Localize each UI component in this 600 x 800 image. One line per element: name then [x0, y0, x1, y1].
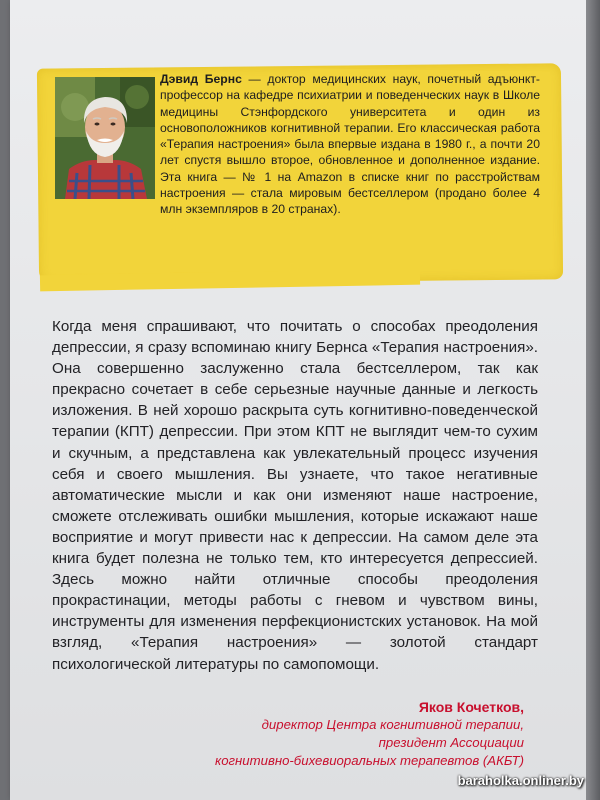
review-signature — [215, 698, 524, 770]
reviewer-role-line-1: директор Центра когнитивной терапии, — [261, 717, 524, 732]
reviewer-name: Яков Кочетков, — [418, 699, 524, 715]
author-bio-text: — доктор медицинских наук, почетный адъюнкт-профессор на кафедре психиатрии и поведенческих наук в Школе медицины Стэнфордского университета и один из основоположников когнитивной терапии. Его классическая работа «Терапия настроения» была впервые издана в 1980 г., а почти 20 лет спустя вышло второе, обновленное и дополненное издание. Эта книга — № 1 на Amazon в списке книг по расстройствам настроения — стала мировым бестселлером (продано более 4 млн экземпляров в 20 странах). — [160, 72, 540, 217]
site-watermark: baraholka.onliner.by — [457, 773, 584, 788]
reviewer-role-line-2: президент Ассоциации — [378, 735, 524, 750]
reviewer-role-line-3: когнитивно-бихевиоральных терапевтов (АКБТ) — [214, 753, 524, 768]
book-back-cover — [10, 0, 586, 800]
author-name: Дэвид Бернс — [160, 72, 242, 86]
background-edge — [586, 0, 600, 800]
author-bio — [160, 71, 540, 218]
author-portrait-image — [55, 77, 155, 199]
review-text: Когда меня спрашивают, что почитать о способах преодоления депрессии, я сразу вспоминаю книгу Бернса «Терапия настроения». Она совершенно заслуженно стала бестселлером, так как прекрасно сочетает в себе серьезные научные данные и легкость изложения. В ней хорошо раскрыта суть когнитивно-поведенческой терапии (КПТ) депрессии. При этом КПТ не выглядит чем-то сухим и скучным, а представлена как увлекательный процесс изучения себя и своего мышления. Вы узнаете, что такое негативные автоматические мысли и как они изменяют наше настроение, сможете отслеживать ошибки мышления, которые искажают наше восприятие и могут привести нас к депрессии. На самом деле эта книга будет полезна не только тем, кто интересуется депрессией. Здесь можно найти отличные способы преодоления прокрастинации, методы работы с гневом и чувством вины, инструменты для изменения перфекционистских установок. На мой взгляд, «Терапия настроения» — золотой стандарт психологической литературы по самопомощи. — [52, 318, 538, 673]
author-photo — [55, 77, 155, 199]
